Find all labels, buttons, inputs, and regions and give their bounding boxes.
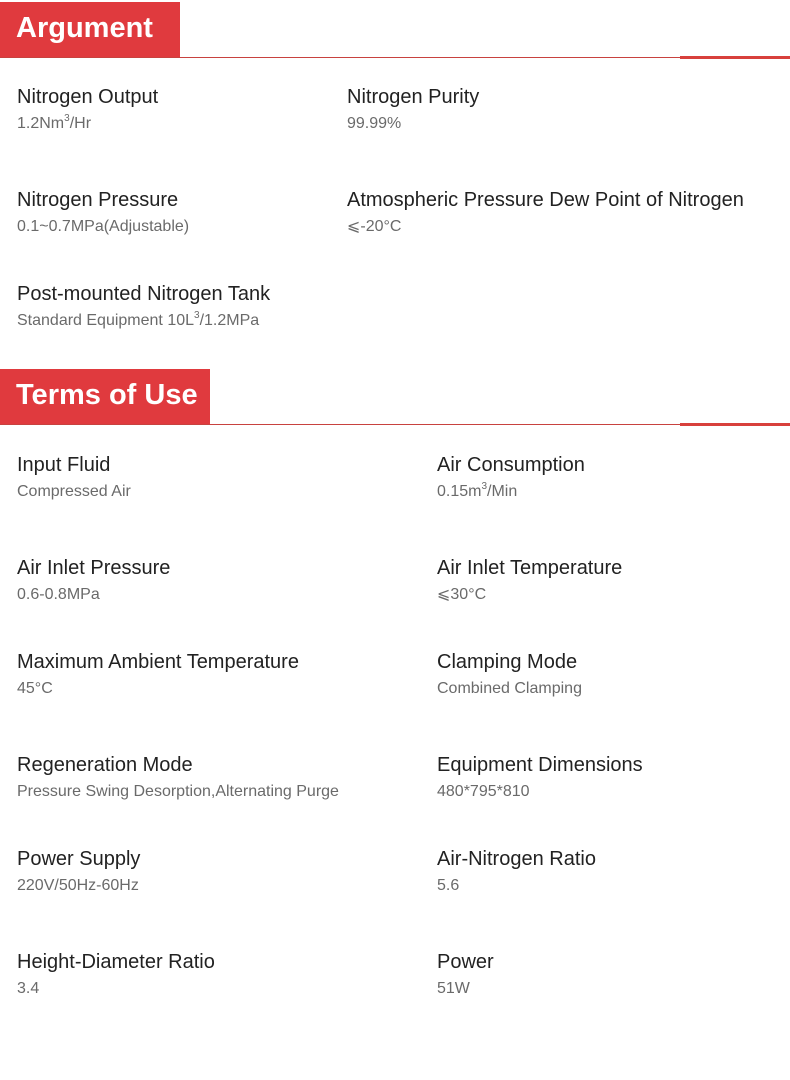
spec-value: 5.6	[437, 877, 460, 894]
spec-label: Air Inlet Temperature	[437, 557, 623, 579]
divider	[0, 57, 790, 58]
spec-item-nitrogen-pressure	[17, 188, 189, 237]
spec-item-nitrogen-purity	[347, 85, 479, 134]
spec-item-nitrogen-output	[17, 85, 158, 134]
spec-value: 0.1~0.7MPa(Adjustable)	[17, 218, 190, 235]
spec-label: Air Consumption	[437, 454, 585, 476]
spec-value: 0.6-0.8MPa	[17, 586, 100, 603]
divider	[0, 424, 790, 425]
spec-item-air-inlet-temperature	[437, 556, 622, 605]
spec-label: Nitrogen Pressure	[17, 189, 179, 211]
spec-item-regeneration-mode	[17, 753, 339, 802]
spec-item-power	[437, 950, 494, 999]
spec-item-dew-point	[347, 188, 744, 237]
spec-item-max-ambient-temperature	[17, 650, 299, 699]
spec-item-height-diameter-ratio	[17, 950, 215, 999]
spec-value: Pressure Swing Desorption,Alternating Purge	[17, 783, 339, 800]
spec-label: Input Fluid	[17, 454, 111, 476]
spec-label: Nitrogen Purity	[347, 86, 480, 108]
spec-value: 51W	[437, 980, 470, 997]
spec-value: ⩽30°C	[437, 586, 487, 603]
spec-value: Compressed Air	[17, 483, 131, 500]
spec-label: Post-mounted Nitrogen Tank	[17, 283, 271, 305]
divider-accent	[680, 56, 790, 59]
spec-label: Power	[437, 951, 494, 973]
spec-item-input-fluid	[17, 453, 131, 502]
spec-label: Air-Nitrogen Ratio	[437, 848, 596, 870]
spec-label: Equipment Dimensions	[437, 754, 643, 776]
spec-value: 45°C	[17, 680, 53, 697]
section-title: Argument	[0, 2, 180, 57]
spec-item-air-consumption	[437, 453, 585, 502]
divider-accent	[680, 423, 790, 426]
spec-label: Power Supply	[17, 848, 141, 870]
spec-label: Atmospheric Pressure Dew Point of Nitrogen	[347, 189, 744, 211]
spec-value: 220V/50Hz-60Hz	[17, 877, 139, 894]
spec-value: ⩽-20°C	[347, 218, 402, 235]
section-title: Terms of Use	[0, 369, 210, 424]
spec-label: Height-Diameter Ratio	[17, 951, 215, 973]
argument-section-header	[0, 2, 790, 60]
spec-item-power-supply	[17, 847, 140, 896]
spec-value: Standard Equipment $10L^3/1.2MPa$	[17, 310, 260, 329]
spec-item-air-nitrogen-ratio	[437, 847, 596, 896]
spec-item-clamping-mode	[437, 650, 582, 699]
spec-label: Maximum Ambient Temperature	[17, 651, 299, 673]
spec-label: Regeneration Mode	[17, 754, 193, 776]
terms-section-header	[0, 369, 790, 427]
spec-value: 99.99%	[347, 115, 402, 132]
spec-item-air-inlet-pressure	[17, 556, 170, 605]
spec-item-nitrogen-tank	[17, 282, 270, 331]
spec-value: 1.2Nm$^3$/Hr	[17, 113, 92, 132]
spec-label: Air Inlet Pressure	[17, 557, 171, 579]
spec-label: Clamping Mode	[437, 651, 578, 673]
spec-label: Nitrogen Output	[17, 86, 159, 108]
spec-item-equipment-dimensions	[437, 753, 643, 802]
spec-value: 480*795*810	[437, 783, 530, 800]
spec-value: Combined Clamping	[437, 680, 582, 697]
spec-value: $0.15m^3$/Min	[437, 481, 518, 500]
spec-value: 3.4	[17, 980, 40, 997]
